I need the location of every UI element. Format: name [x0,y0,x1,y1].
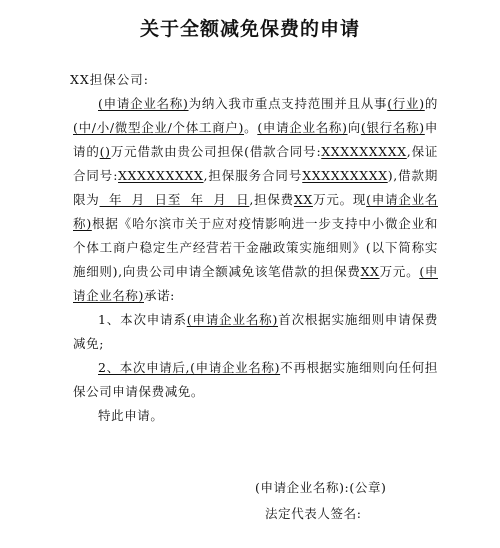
applicant-name-placeholder: (申请企业名称) [98,96,189,111]
service-contract-number: XXXXXXXXX [302,168,388,183]
applicant-name-placeholder: (申请企业名称) [186,312,278,327]
guarantee-fee-amount: XX [293,192,313,207]
main-paragraph: (申请企业名称)为纳入我市重点支持范围并且从事(行业)的(中/小/微型企业/个体工商户)。(申请企业名称)向(银行名称)申请的()万元借款由贵公司担保(借款合同号:XXXXXXXXX,保证合同号:XXXXXXXXX,担保服务合同号XXXXXXXXX),借款期限为 年 月 日至 年 月 日,担保费XX万元。现(申请企业名称)根据《哈尔滨市关于应对疫情影响进一步支持中小微企业和个体工商户稳定生产经营若干金融政策实施细则》(以下简称实施细则),向贵公司申请全额减免该笔借款的担保费XX万元。(申请企业名称)承诺: [73,96,438,303]
loan-term-placeholder: 年 月 日至 年 月 日 [99,192,250,207]
applicant-name-placeholder: (申请企业名称) [73,192,438,231]
bank-name-placeholder: (银行名称) [360,120,425,135]
applicant-name-placeholder: (申请企业名称) [257,120,348,135]
loan-contract-number: XXXXXXXXX [321,144,407,159]
closing-line: 特此申请。 [98,408,164,423]
industry-placeholder: (行业) [387,96,425,111]
guarantee-contract-number: XXXXXXXXX [118,168,204,183]
recipient-line: XX担保公司: [70,72,150,87]
applicant-name-placeholder: (申请企业名称) [73,264,438,303]
waiver-fee-amount: XX [360,264,380,279]
commitment-item-1: 1、本次申请系(申请企业名称)首次根据实施细则申请保费减免; [73,312,439,351]
signature-company-line: (申请企业名称):(公章) [255,480,387,495]
document-body [73,92,438,428]
document-title: 关于全额减免保费的申请 [139,18,360,40]
loan-amount-placeholder: () [99,144,111,159]
enterprise-type-placeholder: (中/小/微型企业/个体工商户) [73,120,245,135]
signature-legal-rep-line: 法定代表人签名: [265,506,362,521]
commitment-item-2: 2、本次申请后,(申请企业名称)不再根据实施细则向任何担保公司申请保费减免。 [73,360,439,399]
